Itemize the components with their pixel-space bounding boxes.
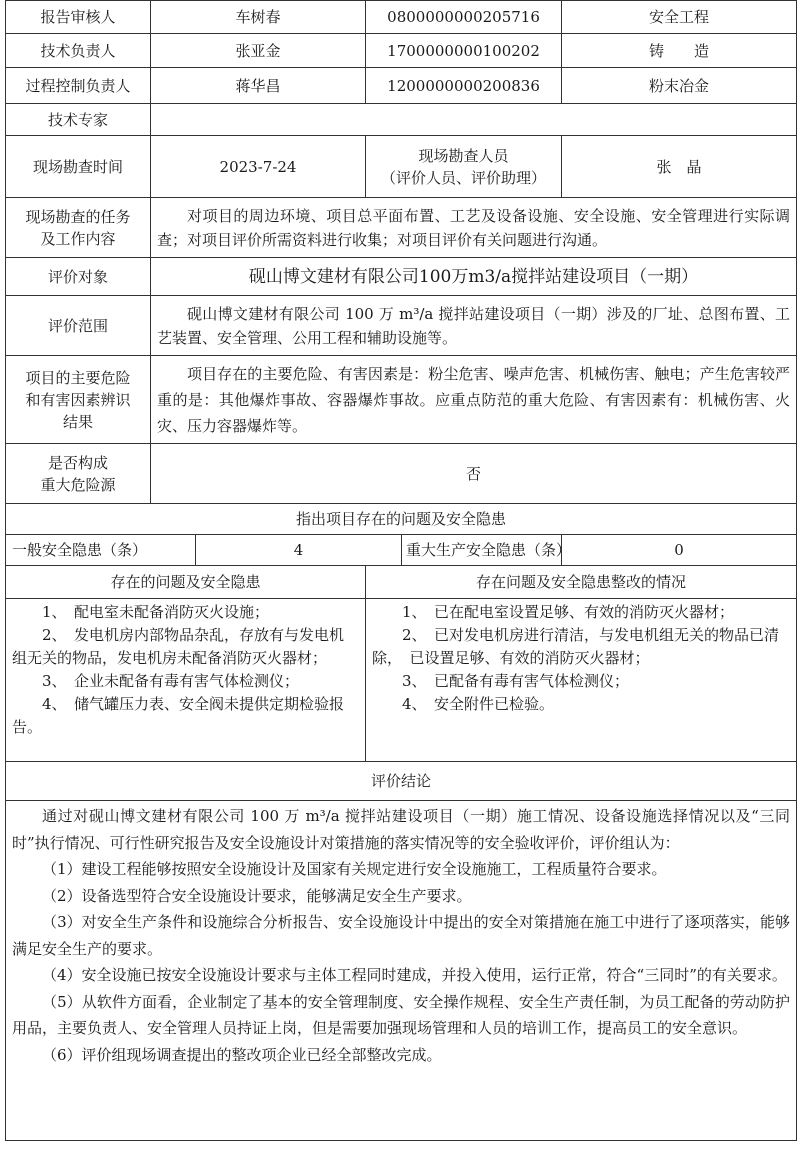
issues-header-row [6,504,797,535]
conclusion-header: 评价结论 [6,762,797,801]
hazards-label-line: 和有害因素辨识 [25,390,131,409]
task-label-line: 现场勘查的任务 [25,207,131,226]
general-count-value: 4 [196,535,402,566]
major-hazard-row [6,444,797,504]
hazards-text: 项目存在的主要危险、有害因素是：粉尘危害、噪声危害、机械伤害、触电；产生危害较严重的是：其他爆炸事故、容器爆炸事故。应重点防范的重大危险、有害因素有：机械伤害、火灾、压力容器爆炸等。 [151,356,797,444]
person-name: 蒋华昌 [151,68,366,104]
issues-header: 指出项目存在的问题及安全隐患 [6,504,797,535]
object-row [6,258,797,296]
issue-item: 1、 配电室未配备消防灭火设施； [42,603,270,621]
scope-text: 砚山博文建材有限公司 100 万 m³/a 搅拌站建设项目（一期）涉及的厂址、总图布置、工艺装置、安全管理、公用工程和辅助设施等。 [151,296,797,356]
major-count-label: 重大生产安全隐患（条） [402,535,562,566]
role-label: 报告审核人 [6,1,151,34]
issue-item: 3、 企业未配备有毒有害气体检测仪； [42,672,300,690]
major-hazard-label-line: 是否构成 [47,453,108,472]
conclusion-paragraph: （3）对安全生产条件和设施综合分析报告、安全设施设计中提出的安全对策措施在施工中进行了逐项落实，能够满足安全生产的要求。 [12,913,791,958]
task-row [6,198,797,258]
rectification-list [366,599,797,762]
task-text: 对项目的周边环境、项目总平面布置、工艺及设备设施、安全设施、安全管理进行实际调查；对项目评价所需资料进行收集；对项目评价有关问题进行沟通。 [151,198,797,258]
survey-date: 2023-7-24 [151,136,366,198]
specialty: 粉末冶金 [562,68,797,104]
survey-staff-label-line: 现场勘查人员 [418,146,509,165]
major-count-value: 0 [562,535,797,566]
issue-item: 4、 储气罐压力表、安全阀未提供定期检验报告。 [12,695,345,736]
person-name: 张亚金 [151,34,366,68]
object-text: 砚山博文建材有限公司100万m3/a搅拌站建设项目（一期） [151,258,797,296]
issues-content-row [6,599,797,762]
expert-label: 技术专家 [6,104,151,136]
issues-list [6,599,366,762]
expert-row [6,104,797,136]
conclusion-row [6,801,797,1141]
rectification-item: 1、 已在配电室设置足够、有效的消防灭火器材； [402,603,735,621]
survey-staff-label-line: （评价人员、评价助理） [381,168,547,187]
survey-staff-value: 张 晶 [562,136,797,198]
hazards-label-line: 结果 [62,412,93,431]
personnel-row [6,68,797,104]
scope-label: 评价范围 [6,296,151,356]
conclusion-body [6,801,797,1141]
conclusion-header-row [6,762,797,801]
issues-columns-row [6,566,797,599]
personnel-row [6,34,797,68]
hazards-row [6,356,797,444]
general-count-label: 一般安全隐患（条） [6,535,196,566]
conclusion-paragraph: （6）评价组现场调查提出的整改项企业已经全部整改完成。 [42,1045,442,1064]
major-hazard-label-line: 重大危险源 [40,475,116,494]
conclusion-paragraph: （2）设备选型符合安全设施设计要求，能够满足安全生产要求。 [42,886,472,905]
person-name: 车树春 [151,1,366,34]
object-label: 评价对象 [6,258,151,296]
specialty: 安全工程 [562,1,797,34]
rectification-item: 3、 已配备有毒有害气体检测仪； [402,672,630,690]
personnel-row [6,1,797,34]
role-label: 过程控制负责人 [6,68,151,104]
cert-number: 1700000000100202 [366,34,562,68]
cert-number: 0800000000205716 [366,1,562,34]
assessment-form-table [5,0,797,1141]
cert-number: 1200000000200836 [366,68,562,104]
issues-col-left-header: 存在的问题及安全隐患 [6,566,366,599]
rectification-item: 4、 安全附件已检验。 [402,695,555,713]
major-hazard-label [6,444,151,504]
hazards-label-line: 项目的主要危险 [25,368,131,387]
hazards-label [6,356,151,444]
conclusion-paragraph: （4）安全设施已按安全设施设计要求与主体工程同时建成，并投入使用，运行正常，符合“三同时”的有关要求。 [42,966,787,984]
task-label-line: 及工作内容 [40,229,116,248]
rectification-item: 2、 已对发电机房进行清洁，与发电机组无关的物品已清除， 已设置足够、有效的消防灭火器材； [372,626,780,667]
survey-staff-label [366,136,562,198]
expert-value [151,104,797,136]
conclusion-paragraph: （1）建设工程能够按照安全设施设计及国家有关规定进行安全设施施工，工程质量符合要求。 [42,860,667,878]
conclusion-paragraph: 通过对砚山博文建材有限公司 100 万 m³/a 搅拌站建设项目（一期）施工情况、设备设施选择情况以及“三同时”执行情况、可行性研究报告及安全设施设计对策措施的落实情况等的安全验收评价，评价组认为： [12,807,791,852]
scope-row [6,296,797,356]
counts-row [6,535,797,566]
issues-col-right-header: 存在问题及安全隐患整改的情况 [366,566,797,599]
conclusion-paragraph: （5）从软件方面看，企业制定了基本的安全管理制度、安全操作规程、安全生产责任制，为员工配备的劳动防护用品，主要负责人、安全管理人员持证上岗，但是需要加强现场管理和人员的培训工作，提高员工的安全意识。 [12,992,791,1037]
major-hazard-value: 否 [151,444,797,504]
survey-time-label: 现场勘查时间 [6,136,151,198]
issue-item: 2、 发电机房内部物品杂乱，存放有与发电机组无关的物品，发电机房未配备消防灭火器材； [12,626,345,667]
task-label [6,198,151,258]
role-label: 技术负责人 [6,34,151,68]
survey-row [6,136,797,198]
specialty: 铸 造 [562,34,797,68]
